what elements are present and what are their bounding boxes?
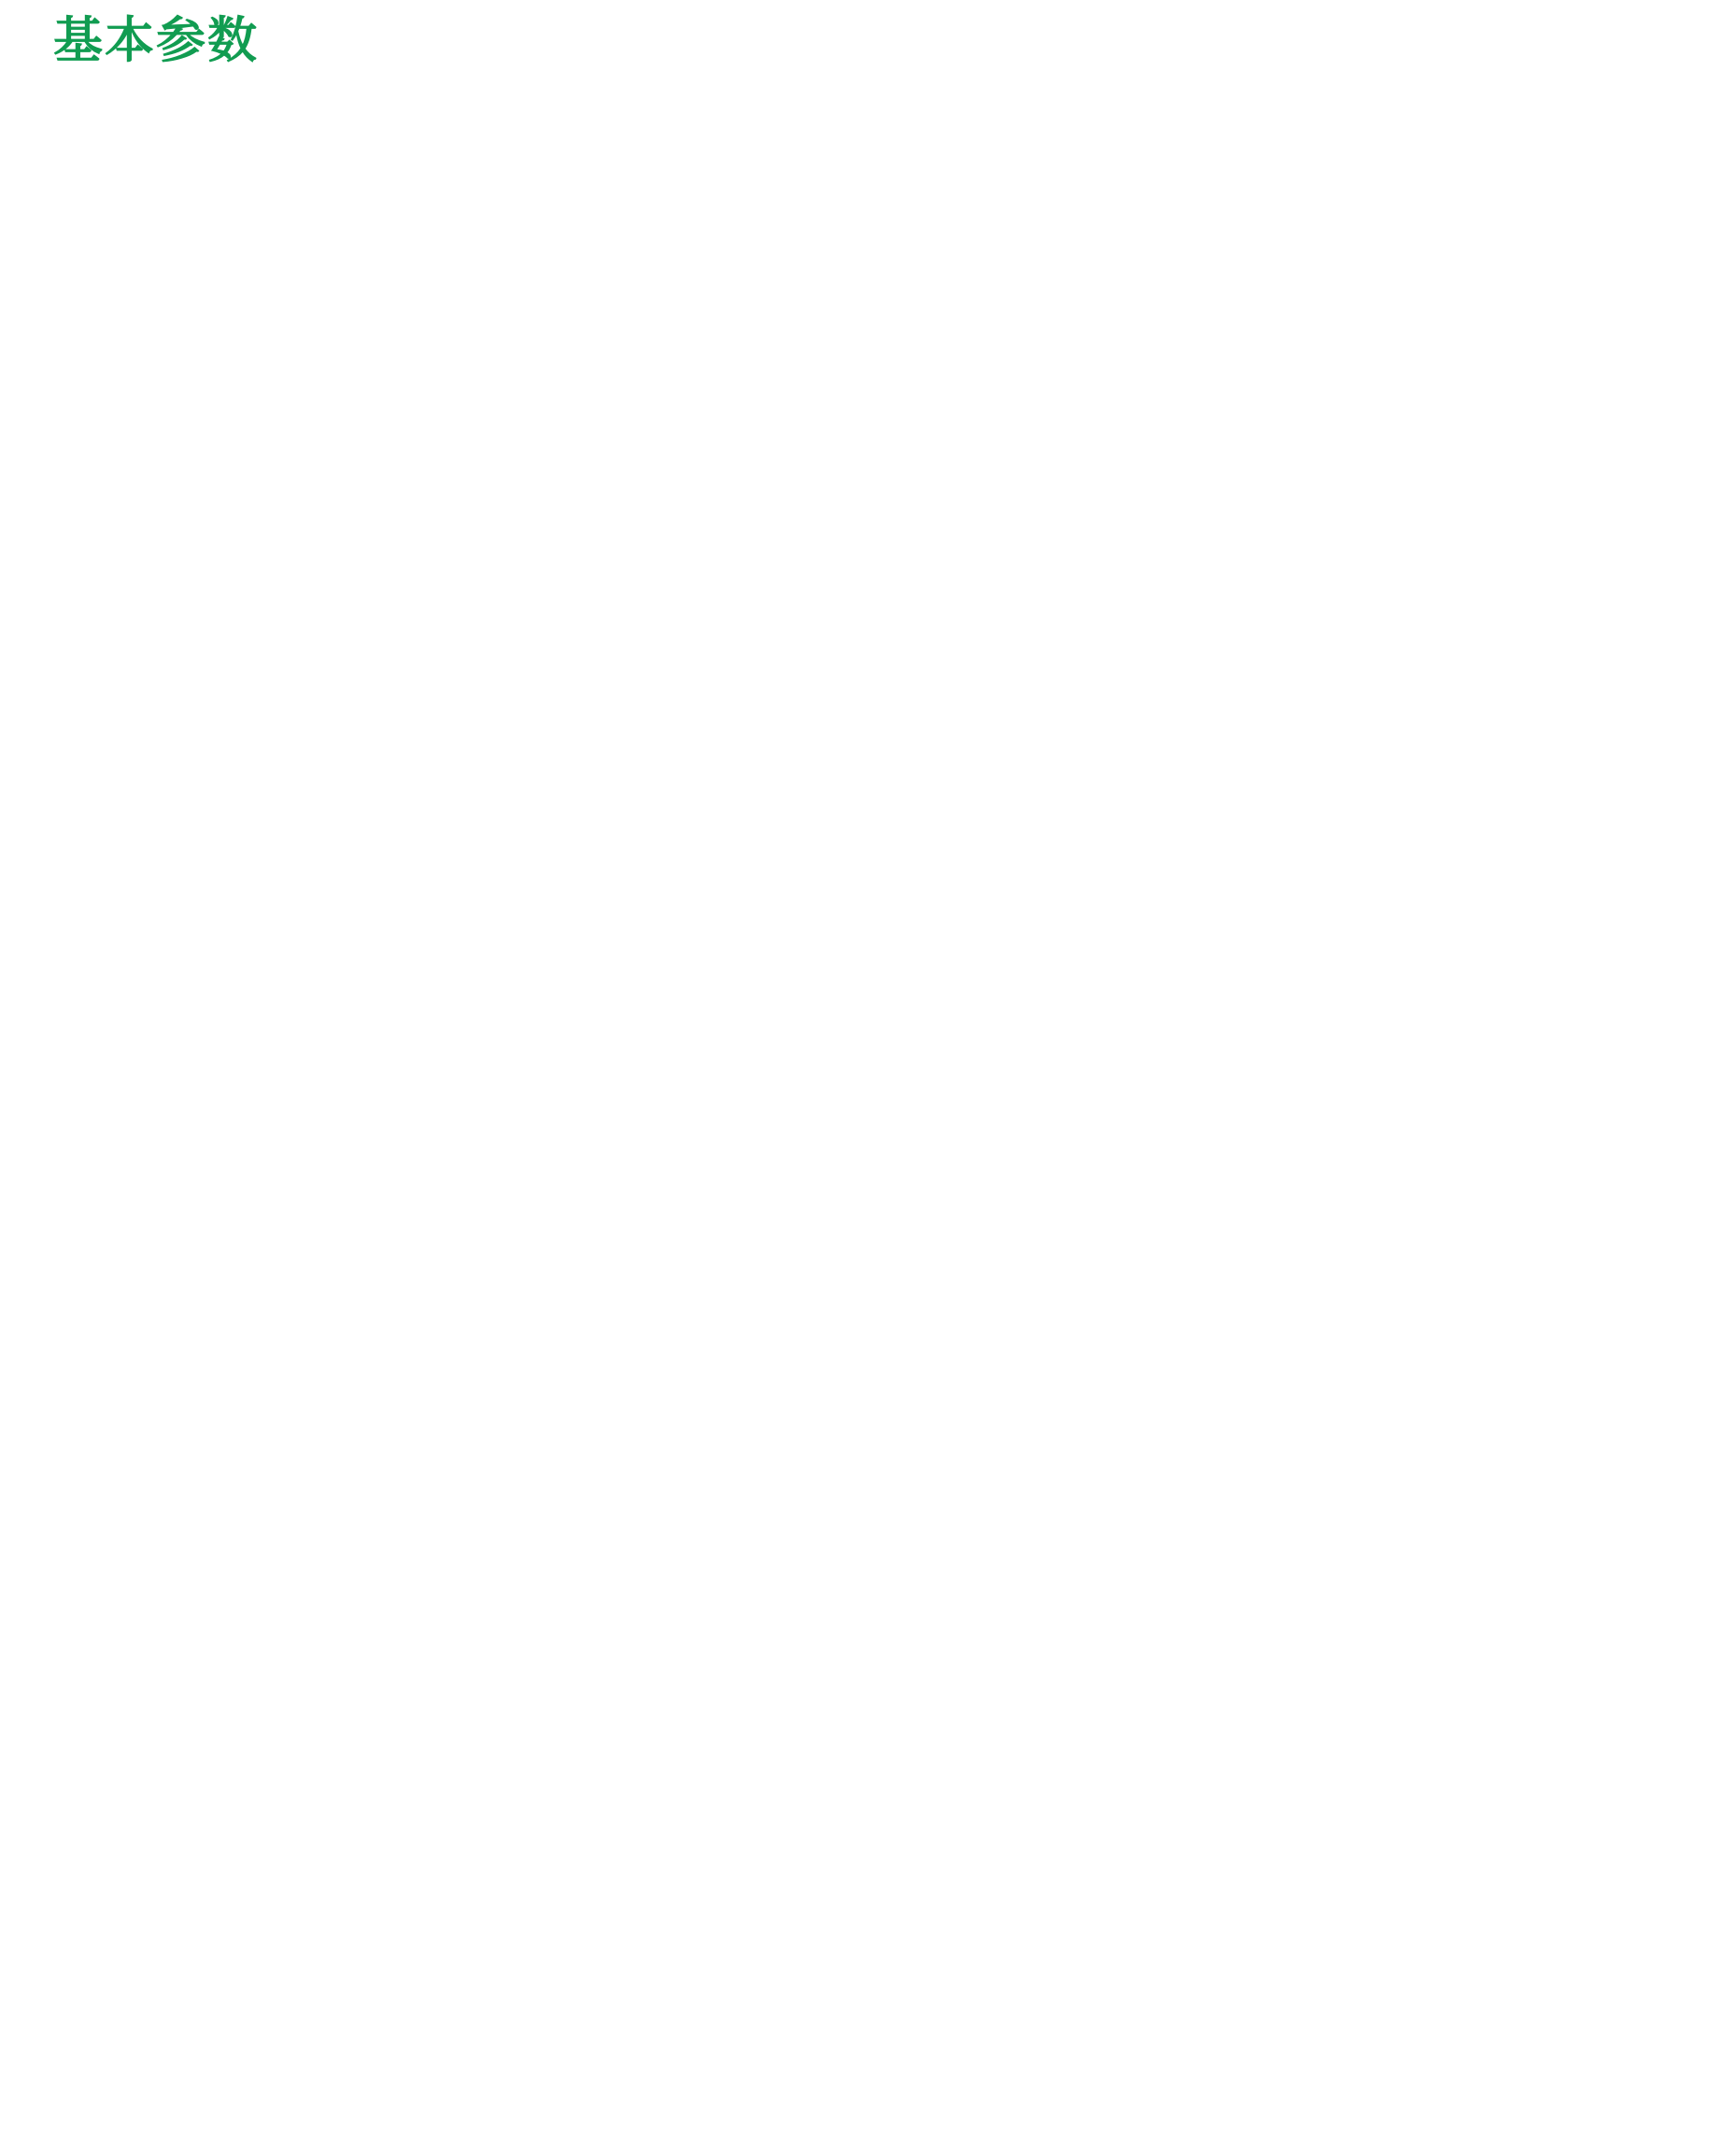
page-title-block <box>53 15 1586 67</box>
page-title: 基本参数 <box>53 13 259 68</box>
